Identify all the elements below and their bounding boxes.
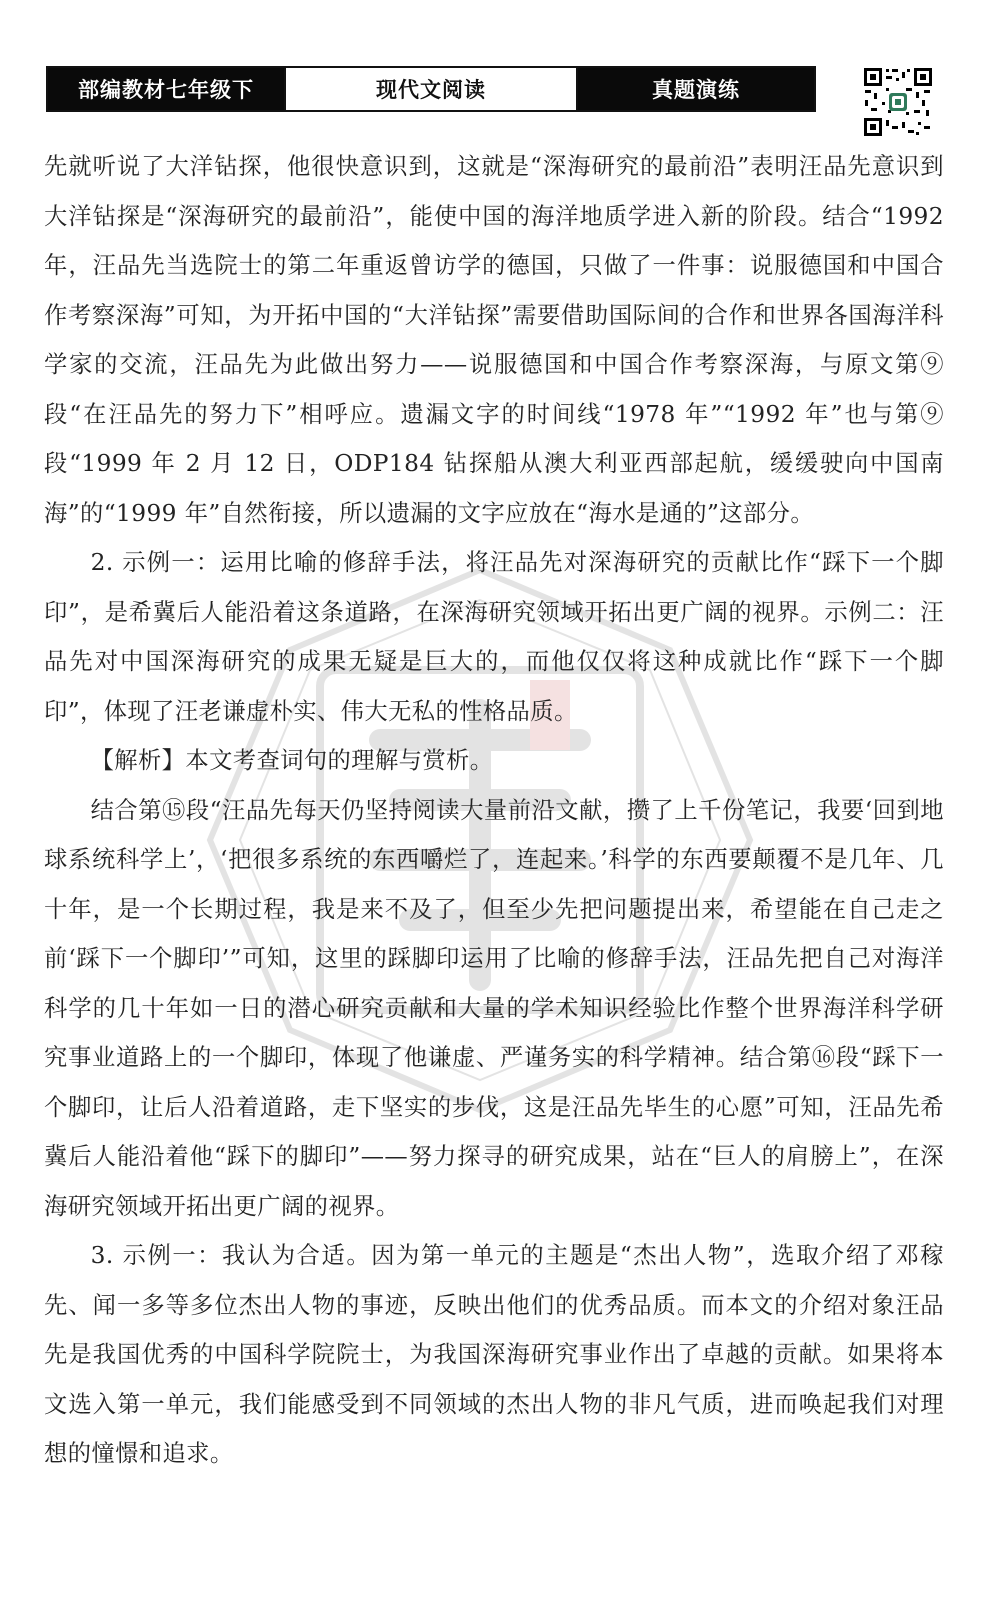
paragraph-continuation: 先就听说了大洋钻探，他很快意识到，这就是“深海研究的最前沿”表明汪品先意识到大洋钻探是“深海研究的最前沿”，能使中国的海洋地质学进入新的阶段。结合“1992 年，汪品先当选院士的第二年重返曾访学的德国，只做了一件事：说服德国和中国合作考察深海”可知，为开拓中国的“大洋钻探”需要借助国际间的合作和世界各国海洋科学家的交流，汪品先为此做出努力——说服德国和中国合作考察深海，与原文第⑨段“在汪品先的努力下”相呼应。遗漏文字的时间线“1978 年”“1992 年”也与第⑨段“1999 年 2 月 12 日，ODP184 钻探船从澳大利亚西部起航，缓缓驶向中国南海”的“1999 年”自然衔接，所以遗漏的文字应放在“海水是通的”这部分。: [44, 153, 944, 527]
paragraph-analysis-heading: 【解析】本文考查词句的理解与赏析。: [90, 747, 494, 774]
paragraph-answer-2: 2. 示例一：运用比喻的修辞手法，将汪品先对深海研究的贡献比作“踩下一个脚印”，是希冀后人能沿着这条道路，在深海研究领域开拓出更广阔的视界。示例二：汪品先对中国深海研究的成果无疑是巨大的，而他仅仅将这种成就比作“踩下一个脚印”，体现了汪老谦虚朴实、伟大无私的性格品质。: [44, 549, 944, 725]
header-textbook-label: 部编教材七年级下: [48, 68, 284, 110]
header-bar: [46, 66, 816, 112]
header-practice-label: 真题演练: [578, 68, 814, 110]
qr-code-icon[interactable]: [862, 66, 934, 138]
header-section-title: 现代文阅读: [284, 68, 578, 110]
paragraph-analysis-body: 结合第⑮段“汪品先每天仍坚持阅读大量前沿文献，攒了上千份笔记，我要‘回到地球系统科学上’，‘把很多系统的东西嚼烂了，连起来。’科学的东西要颠覆不是几年、几十年，是一个长期过程，我是来不及了，但至少先把问题提出来，希望能在自己走之前‘踩下一个脚印’”可知，这里的踩脚印运用了比喻的修辞手法，汪品先把自己对海洋科学的几十年如一日的潜心研究贡献和大量的学术知识经验比作整个世界海洋科学研究事业道路上的一个脚印，体现了他谦虚、严谨务实的科学精神。结合第⑯段“踩下一个脚印，让后人沿着道路，走下坚实的步伐，这是汪品先毕生的心愿”可知，汪品先希冀后人能沿着他“踩下的脚印”——努力探寻的研究成果，站在“巨人的肩膀上”，在深海研究领域开拓出更广阔的视界。: [44, 796, 944, 1220]
paragraph-answer-3: 3. 示例一：我认为合适。因为第一单元的主题是“杰出人物”，选取介绍了邓稼先、闻一多等多位杰出人物的事迹，反映出他们的优秀品质。而本文的介绍对象汪品先是我国优秀的中国科学院院士，为我国深海研究事业作出了卓越的贡献。如果将本文选入第一单元，我们能感受到不同领域的杰出人物的非凡气质，进而唤起我们对理想的憧憬和追求。: [44, 1242, 944, 1467]
article-body: [44, 142, 944, 1479]
